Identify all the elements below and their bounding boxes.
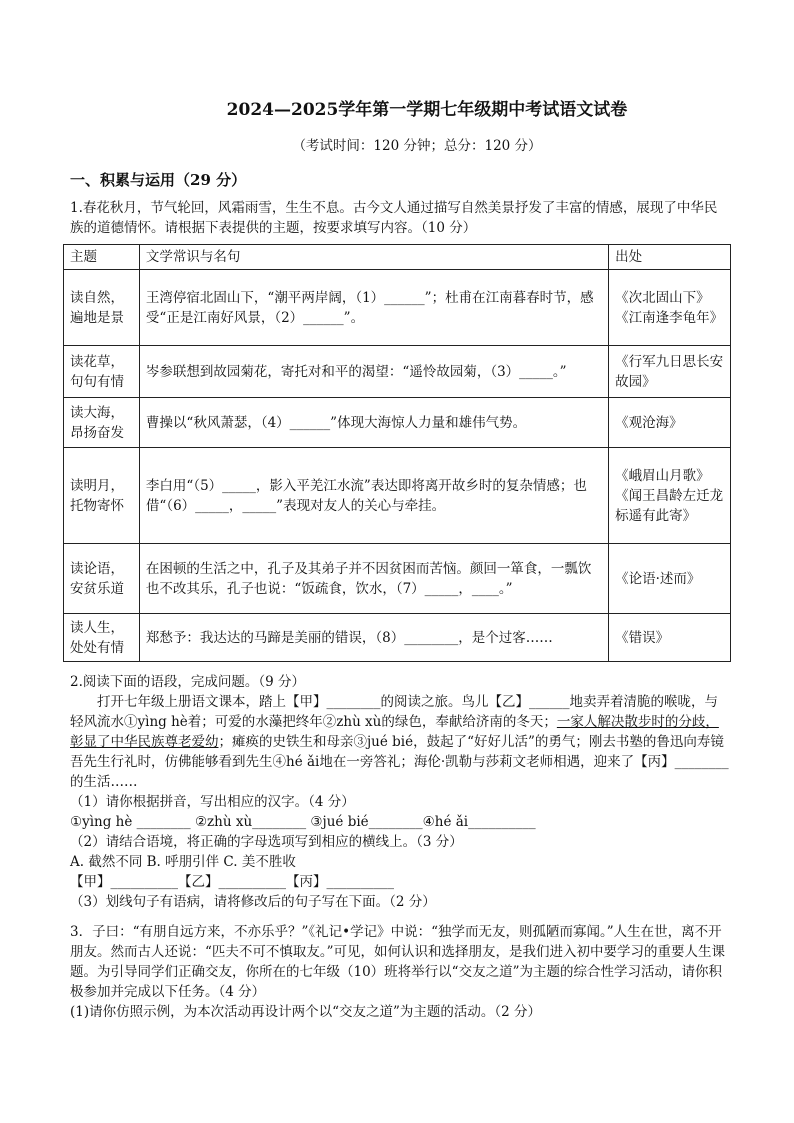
row-source: 《行军九日思长安故园》 [609, 346, 731, 398]
row-theme: 读花草，句句有情 [64, 346, 140, 398]
question-2-passage: 打开七年级上册语文课本，踏上【甲】________的阅读之旅。鸟儿【乙】______地卖弄着清脆的喉咙，与轻风流水①yìng hè着；可爱的水藻把终年②zhù xù的绿色，奉献给济南的冬天；一家人解决散步时的分歧，彰显了中华民族尊老爱幼；瘫痪的史铁生和母亲③jué bié，鼓起了“好好儿活”的勇气；刚去书塾的鲁迅向寿镜吾先生行礼时，仿佛能够看到先生④hé ǎi地在一旁答礼；海伦·凯勒与莎莉文老师相遇，迎来了【丙】________的生活…… [70, 694, 729, 790]
question-2-sub3: （3）划线句子有语病，请将修改后的句子写在下面。（2 分） [70, 894, 436, 910]
row-source: 《论语·述而》 [609, 544, 731, 614]
poetry-table [63, 244, 731, 662]
table-row [64, 614, 731, 662]
underlined-sentence: 一家人解决散步时的分歧，彰显了中华民族尊老爱幼 [70, 714, 719, 750]
row-content: 在困顿的生活之中，孔子及其弟子并不因贫困而苦恼。颜回一箪食，一瓢饮也不改其乐，孔子也说：“饭疏食，饮水，（7）_____，____。” [139, 544, 608, 614]
question-2-sub1: （1）请你根据拼音，写出相应的汉字。（4 分） [70, 794, 355, 810]
fill-line: 【甲】__________【乙】__________【丙】__________ [70, 874, 394, 890]
row-source: 《峨眉山月歌》《闻王昌龄左迁龙标遥有此寄》 [609, 448, 731, 544]
question-3-stem: 3．子曰：“有朋自远方来，不亦乐乎？”《礼记•学记》中说：“独学而无友，则孤陋而寡闻。”人生在世，离不开朋友。然而古人还说：“匹夫不可不慎取友。”可见，如何认识和选择朋友，是我们进入初中要学习的重要人生课题。为引导同学们正确交友，你所在的七年级（10）班将举行以“交友之道”为主题的综合性学习活动，请你积极参加并完成以下任务。（4 分） [70, 924, 726, 1000]
table-row [64, 398, 731, 448]
question-2-stem: 2.阅读下面的语段，完成问题。（9 分） [70, 674, 306, 690]
table-header-row [64, 245, 731, 270]
row-source: 《次北固山下》《江南逢李龟年》 [609, 270, 731, 346]
section-heading: 一、积累与运用（29 分） [70, 171, 247, 189]
question-2-sub2: （2）请结合语境，将正确的字母选项写到相应的横线上。（3 分） [70, 834, 463, 850]
row-source: 《观沧海》 [609, 398, 731, 448]
row-theme: 读自然，遍地是景 [64, 270, 140, 346]
table-row [64, 346, 731, 398]
question-1-stem: 1.春花秋月，节气轮回，风霜雨雪，生生不息。古今文人通过描写自然美景抒发了丰富的情感，展现了中华民族的道德情怀。请根据下表提供的主题，按要求填写内容。（10 分） [70, 200, 718, 236]
row-theme: 读人生，处处有情 [64, 614, 140, 662]
header-source: 出处 [609, 245, 731, 270]
question-2 [70, 672, 730, 912]
table-row [64, 544, 731, 614]
row-content: 曹操以“秋风萧瑟，（4）______”体现大海惊人力量和雄伟气势。 [139, 398, 608, 448]
row-theme: 读论语，安贫乐道 [64, 544, 140, 614]
table-row [64, 448, 731, 544]
exam-title: 2024—2025学年第一学期七年级期中考试语文试卷 [226, 100, 628, 120]
row-content: 王湾停宿北固山下，“潮平两岸阔，（1）______”；杜甫在江南暮春时节，感受“正是江南好风景，（2）______”。 [139, 270, 608, 346]
question-3 [70, 922, 730, 1022]
options-line: A. 截然不同 B. 呼朋引伴 C. 美不胜收 [70, 854, 296, 870]
header-content: 文学常识与名句 [139, 245, 608, 270]
pinyin-line: ①yìng hè ________ ②zhù xù________ ③jué bié________④hé ǎi__________ [70, 814, 536, 830]
row-theme: 读大海，昂扬奋发 [64, 398, 140, 448]
header-theme: 主题 [64, 245, 140, 270]
exam-subtitle: （考试时间：120 分钟；总分：120 分） [292, 138, 542, 154]
table-row [64, 270, 731, 346]
row-content: 岑参联想到故园菊花，寄托对和平的渴望：“遥怜故园菊，（3）_____。” [139, 346, 608, 398]
row-content: 李白用“（5）_____，影入平羌江水流”表达即将离开故乡时的复杂情感；也借“（6）_____，_____”表现对友人的关心与牵挂。 [139, 448, 608, 544]
row-content: 郑愁予：我达达的马蹄是美丽的错误，（8）________，是个过客…… [139, 614, 608, 662]
question-3-sub1: (1)请你仿照示例，为本次活动再设计两个以“交友之道”为主题的活动。（2 分） [70, 1004, 542, 1020]
row-source: 《错误》 [609, 614, 731, 662]
row-theme: 读明月，托物寄怀 [64, 448, 140, 544]
